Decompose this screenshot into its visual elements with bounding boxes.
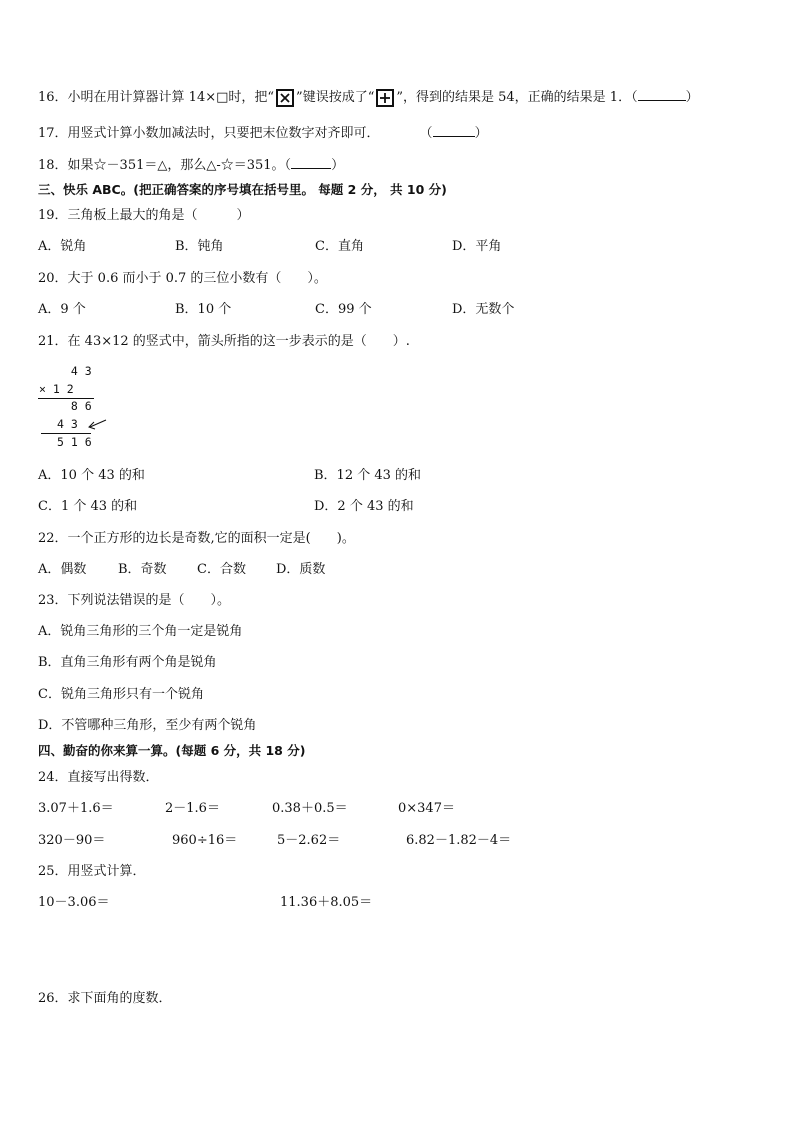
q17-answer-blank[interactable] — [433, 124, 475, 137]
vertical-row-2: × 1 2 — [39, 382, 74, 396]
vertical-row-4: 4 3 — [57, 417, 78, 431]
q19-option-c[interactable]: C．直角 — [315, 239, 364, 254]
q18-text: 18．如果☆－351＝△，那么△-☆＝351。（ — [38, 158, 292, 173]
q21-option-a[interactable]: A．10 个 43 的和 — [38, 468, 145, 483]
q21-option-c[interactable]: C．1 个 43 的和 — [38, 499, 138, 514]
q24-expr-6: 960÷16＝ — [172, 833, 238, 848]
question-17 — [38, 124, 488, 143]
q25-expr-1: 10－3.06＝ — [38, 895, 110, 910]
question-22: 22．一个正方形的边长是奇数,它的面积一定是( )。 — [38, 531, 355, 546]
vertical-row-3: 8 6 — [57, 399, 92, 413]
q18-answer-blank[interactable] — [291, 156, 331, 169]
q25-expr-2: 11.36＋8.05＝ — [280, 895, 373, 910]
q19-option-b[interactable]: B．钝角 — [175, 239, 224, 254]
q23-option-b[interactable]: B．直角三角形有两个角是锐角 — [38, 655, 217, 670]
q23-option-c[interactable]: C．锐角三角形只有一个锐角 — [38, 687, 204, 702]
q22-option-a[interactable]: A．偶数 — [38, 562, 87, 577]
q16-text-close: ） — [685, 90, 699, 105]
q23-option-a[interactable]: A．锐角三角形的三个角一定是锐角 — [38, 624, 243, 639]
q22-option-d[interactable]: D．质数 — [276, 562, 326, 577]
q20-option-a[interactable]: A．9 个 — [38, 302, 86, 317]
question-21: 21．在 43×12 的竖式中，箭头所指的这一步表示的是（ ）. — [38, 334, 410, 349]
q20-option-c[interactable]: C．99 个 — [315, 302, 372, 317]
vertical-row-5: 5 1 6 — [57, 435, 92, 449]
question-26: 26．求下面角的度数． — [38, 991, 172, 1006]
vertical-multiplication — [38, 364, 108, 454]
plus-key-icon — [376, 89, 394, 107]
q16-text-mid: ”键误按成了“ — [296, 90, 375, 105]
question-16 — [38, 88, 699, 107]
section-4-title: 四、勤奋的你来算一算。(每题 6 分，共 18 分) — [38, 743, 306, 758]
q24-expr-7: 5－2.62＝ — [277, 833, 341, 848]
q24-expr-1: 3.07＋1.6＝ — [38, 801, 114, 816]
question-19: 19．三角板上最大的角是（ ） — [38, 208, 250, 223]
q24-expr-5: 320－90＝ — [38, 833, 106, 848]
q17-text: 17．用竖式计算小数加减法时，只要把末位数字对齐即可． — [38, 126, 380, 141]
q16-text-pre: 16．小明在用计算器计算 14×□时，把“ — [38, 90, 275, 105]
q17-open: （ — [419, 126, 433, 141]
q20-option-b[interactable]: B．10 个 — [175, 302, 232, 317]
question-23: 23．下列说法错误的是（ ）。 — [38, 593, 231, 608]
section-3-title: 三、快乐 ABC。(把正确答案的序号填在括号里。 每题 2 分， 共 10 分) — [38, 182, 447, 197]
q16-text-post: ”，得到的结果是 54，正确的结果是 1．（ — [396, 90, 638, 105]
q18-close: ） — [331, 158, 345, 173]
q16-answer-blank[interactable] — [638, 88, 686, 101]
q24-expr-2: 2－1.6＝ — [165, 801, 220, 816]
vertical-row-1: 4 3 — [57, 364, 92, 378]
q24-expr-8: 6.82－1.82－4＝ — [406, 833, 512, 848]
question-18 — [38, 156, 344, 175]
q22-option-c[interactable]: C．合数 — [197, 562, 246, 577]
multiply-key-icon — [276, 89, 294, 107]
q20-option-d[interactable]: D．无数个 — [452, 302, 515, 317]
arrow-icon — [86, 418, 108, 432]
question-20: 20．大于 0.6 而小于 0.7 的三位小数有（ ）。 — [38, 271, 327, 286]
vertical-divider-2 — [41, 433, 91, 434]
q22-option-b[interactable]: B．奇数 — [118, 562, 167, 577]
question-24: 24．直接写出得数． — [38, 770, 159, 785]
q17-close: ） — [474, 126, 488, 141]
q19-option-d[interactable]: D．平角 — [452, 239, 502, 254]
q24-expr-4: 0×347＝ — [398, 801, 455, 816]
q24-expr-3: 0.38＋0.5＝ — [272, 801, 348, 816]
question-25: 25．用竖式计算． — [38, 864, 146, 879]
q23-option-d[interactable]: D．不管哪种三角形，至少有两个锐角 — [38, 718, 257, 733]
q19-option-a[interactable]: A．锐角 — [38, 239, 87, 254]
q21-option-b[interactable]: B．12 个 43 的和 — [314, 468, 422, 483]
q21-option-d[interactable]: D．2 个 43 的和 — [314, 499, 414, 514]
